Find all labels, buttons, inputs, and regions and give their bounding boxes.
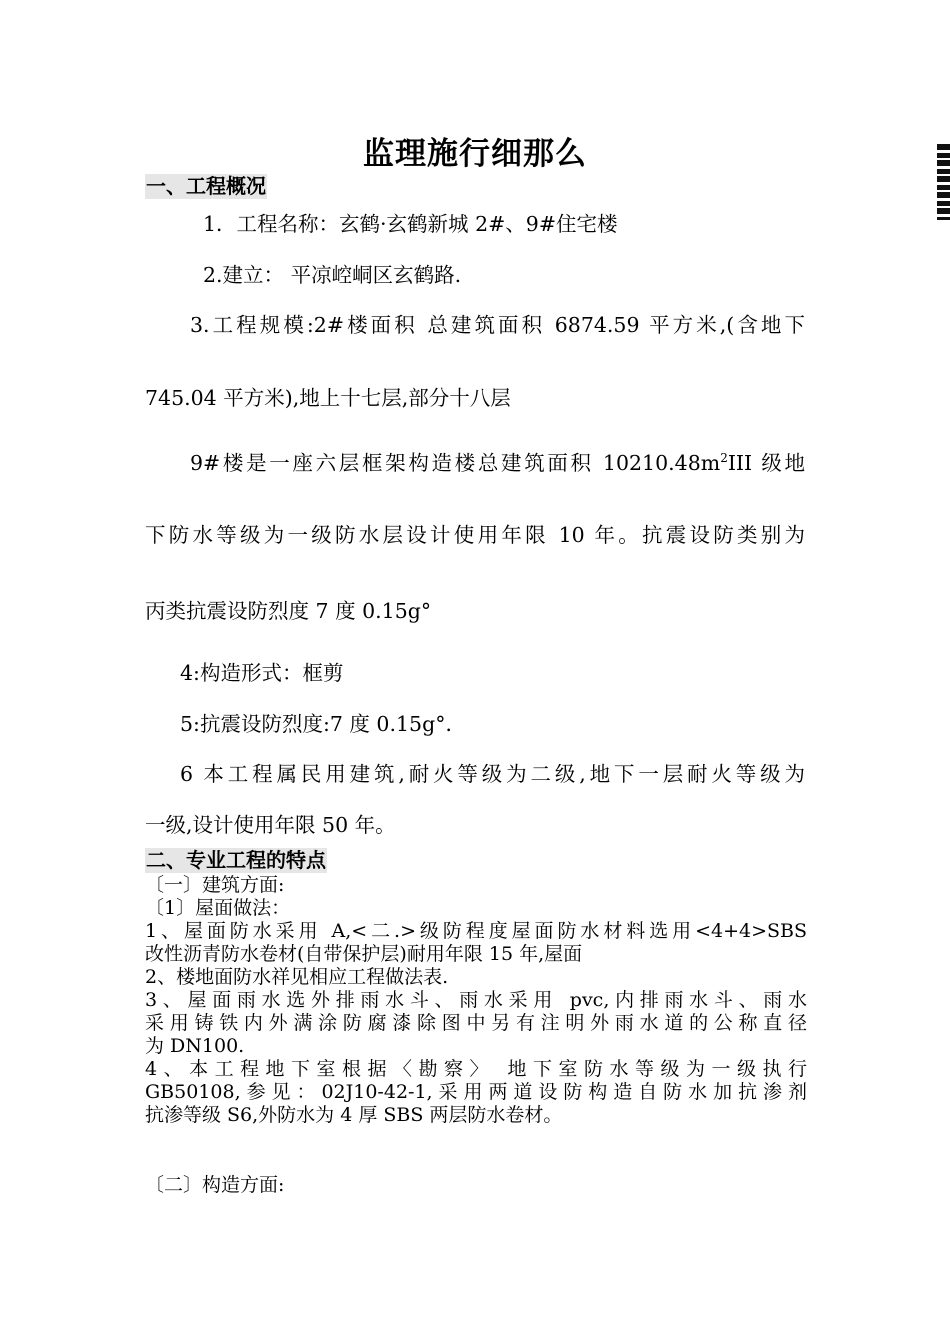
features-sub-architecture: 〔一〕建筑方面: [145, 874, 285, 896]
features-p4-line3: 抗渗等级 S6,外防水为 4 厚 SBS 两层防水卷材。 [145, 1104, 563, 1126]
features-p3-line1: 3、屋面雨水选外排雨水斗、雨水采用 pvc,内排雨水斗、雨水 [145, 989, 807, 1011]
section-heading-overview: 一、工程概况 [146, 174, 266, 198]
overview-building9-line2: 下防水等级为一级防水层设计使用年限 10 年。抗震设防类别为 [145, 523, 805, 547]
overview-item-structure: 4:构造形式：框剪 [180, 661, 344, 685]
overview-item-seismic: 5:抗震设防烈度:7 度 0.15g°． [180, 712, 466, 736]
overview-item-scale-line2: 745.04 平方米),地上十七层,部分十八层 [145, 386, 511, 410]
features-p2: 2、楼地面防水祥见相应工程做法表. [145, 966, 449, 988]
overview-building9-line3: 丙类抗震设防烈度 7 度 0.15g° [145, 599, 432, 623]
features-p3-line2: 采用铸铁内外满涂防腐漆除图中另有注明外雨水道的公称直径 [145, 1012, 807, 1034]
page-title: 监理施行细那么 [363, 136, 587, 172]
features-sub-structure: 〔二〕构造方面: [145, 1174, 285, 1196]
square-superscript: 2 [720, 451, 728, 466]
section-heading-features: 二、专业工程的特点 [146, 848, 326, 872]
overview-item-location: 2.建立： 平凉崆峒区玄鹤路. [203, 263, 462, 287]
features-p3-line3: 为 DN100. [145, 1035, 245, 1057]
overview-building9-line1 [190, 450, 805, 476]
features-p4-line1: 4、本工程地下室根据〈勘察〉 地下室防水等级为一级执行 [145, 1058, 807, 1080]
overview-item-fire-line1: 6 本工程属民用建筑,耐火等级为二级,地下一层耐火等级为 [180, 762, 805, 786]
building9-grade-text: III 级地 [727, 451, 805, 475]
building9-area-text: 9#楼是一座六层框架构造楼总建筑面积 10210.48m [190, 451, 721, 475]
overview-item-project-name: 1．工程名称：玄鹤·玄鹤新城 2#、9#住宅楼 [203, 212, 618, 236]
overview-item-scale-line1: 3.工程规模:2#楼面积 总建筑面积 6874.59 平方米,(含地下 [190, 313, 805, 337]
features-p1-line2: 改性沥青防水卷材(自带保护层)耐用年限 15 年,屋面 [145, 943, 583, 965]
features-body [145, 874, 807, 1127]
edge-marker [937, 144, 950, 220]
overview-item-fire-line2: 一级,设计使用年限 50 年。 [145, 813, 396, 837]
features-p1-line1: 1、屋面防水采用 A,<二.>级防程度屋面防水材料选用<4+4>SBS [145, 920, 807, 942]
features-p4-line2: GB50108,参见：02J10-42-1,采用两道设防构造自防水加抗渗剂 [145, 1081, 807, 1103]
features-sub-roof: 〔1〕屋面做法： [145, 897, 291, 919]
